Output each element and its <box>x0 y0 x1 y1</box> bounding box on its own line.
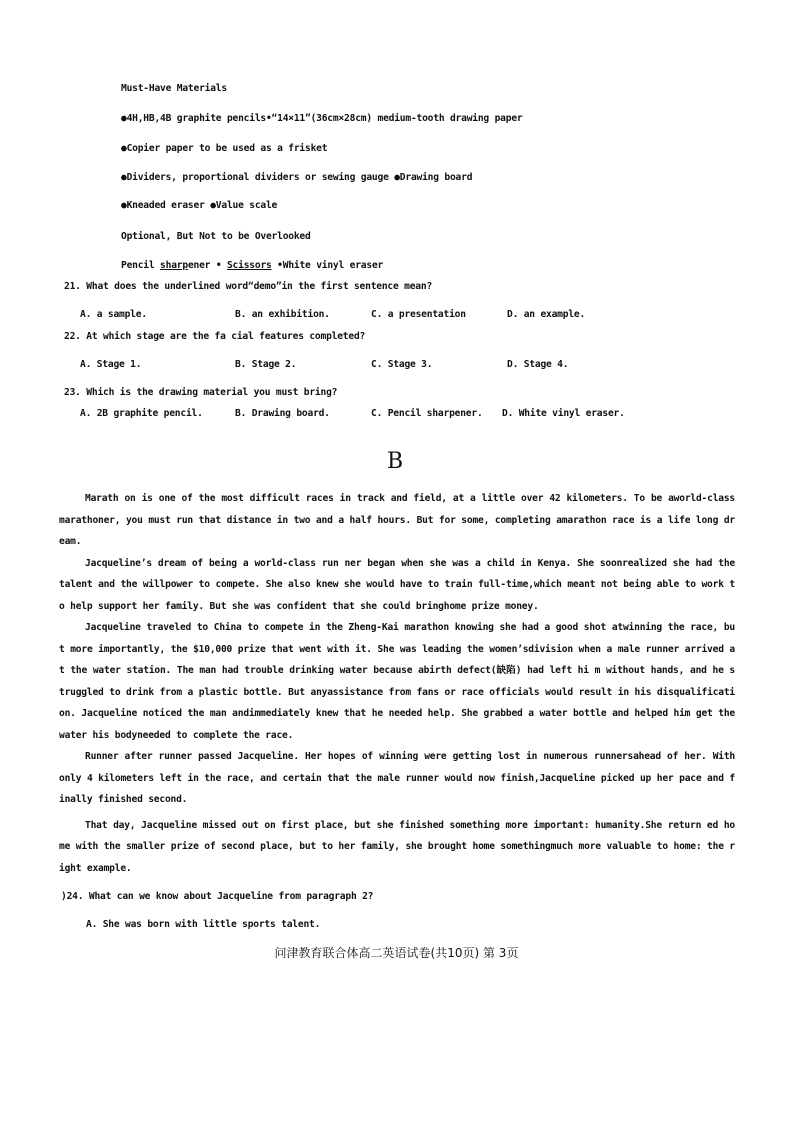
materials-item: ●4H,HB,4B graphite pencils•“14×11”(36cm×28cm) medium-tooth drawing paper <box>121 113 523 124</box>
question-22: 22. At which stage are the fa cial features completed? <box>64 331 366 342</box>
option-c: C. Stage 3. <box>371 359 433 370</box>
optional-items: Pencil sharpener • Scissors •White vinyl eraser <box>121 260 384 271</box>
paragraph-3: Jacqueline traveled to China to compete in the Zheng-Kai marathon knowing she had a good shot atwinning the race, but more importantly, the $10,000 prize that went with it. She was leading the women’sdivision when a male runner arrived at the water station. The man had trouble drinking water because abirth defect(缺陷) had left hi m without hands, and he struggled to drink from a plastic bottle. But anyassistance from fans or race officials would result in his disqualification. Jacqueline noticed the man andimmediately knew that he needed help. She grabbed a water bottle and helped him get the water his bodyneeded to complete the race. <box>59 622 735 741</box>
paragraph-4: Runner after runner passed Jacqueline. Her hopes of winning were getting lost in numerous runnersahead of her. With only 4 kilometers left in the race, and certain that the male runner would now finish,Jacqueline picked up her pace and finally finished second. <box>59 751 735 805</box>
passage <box>59 488 735 879</box>
option-a: A. 2B graphite pencil. <box>80 408 203 419</box>
option-b: B. an exhibition. <box>235 309 330 320</box>
section-heading: B <box>387 449 404 474</box>
question-24: )24. What can we know about Jacqueline from paragraph 2? <box>61 891 374 902</box>
option-c: C. a presentation <box>371 309 466 320</box>
option-a: A. Stage 1. <box>80 359 142 370</box>
underlined-scissors: Scissors <box>226 260 272 271</box>
materials-item: ●Copier paper to be used as a frisket <box>121 143 328 154</box>
question-22-options <box>80 359 640 373</box>
option-b: B. Stage 2. <box>235 359 297 370</box>
materials-heading: Must-Have Materials <box>121 83 227 94</box>
materials-item: ●Dividers, proportional dividers or sewing gauge ●Drawing board <box>121 172 473 183</box>
page-footer: 问津教育联合体高二英语试卷(共10页) 第 3页 <box>274 946 519 960</box>
option-a: A. She was born with little sports talent. <box>86 919 321 930</box>
paragraph-2: Jacqueline’s dream of being a world-class run ner began when she was a child in Kenya. She soonrealized she had the talent and the willpower to compete. She also knew she would have to train full-time,which meant not being able to work to help support her family. But she was confident that she could bringhome prize money. <box>59 557 735 612</box>
materials-item: ●Kneaded eraser ●Value scale <box>121 200 278 211</box>
question-21-options <box>80 309 640 323</box>
option-d: D. White vinyl eraser. <box>502 408 625 419</box>
optional-heading: Optional, But Not to be Overlooked <box>121 231 311 242</box>
option-a: A. a sample. <box>80 309 147 320</box>
option-d: D. Stage 4. <box>507 359 569 370</box>
paragraph-5: That day, Jacqueline missed out on first place, but she finished something more important: humanity.She return ed home with the smaller prize of second place, but to her family, she brought home somethingmuch more valuable to home: the right example. <box>59 819 735 874</box>
paragraph-1: Marath on is one of the most difficult races in track and field, at a little over 42 kilometers. To be aworld-class marathoner, you must run that distance in two and a half hours. But for some, completing amarathon race is a life long dream. <box>59 493 735 547</box>
question-23: 23. Which is the drawing material you must bring? <box>64 387 338 398</box>
question-21: 21. What does the underlined word“demo”in the first sentence mean? <box>64 281 433 292</box>
option-d: D. an example. <box>507 309 586 320</box>
option-c: C. Pencil sharpener. <box>371 408 483 419</box>
underlined-sharp: sharp <box>160 260 188 271</box>
underlined-word-demo: “demo” <box>248 281 282 292</box>
option-b: B. Drawing board. <box>235 408 330 419</box>
question-23-options <box>80 408 660 422</box>
